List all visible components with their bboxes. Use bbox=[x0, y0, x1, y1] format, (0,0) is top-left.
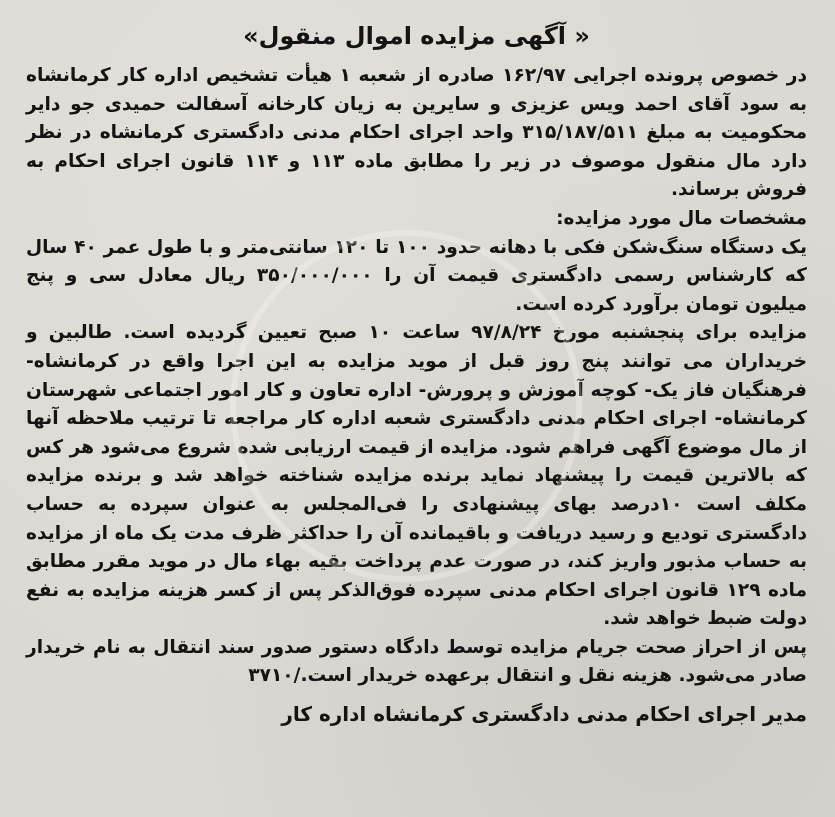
notice-paragraph-auction-terms: مزایده برای پنجشنبه مورخ ۹۷/۸/۲۴ ساعت ۱۰ صبح تعیین گردیده است. طالبین و خریداران می توانند پنج روز قبل از موید مزایده به این اجرا واقع در کرمانشاه- فرهنگیان فاز یک- کوچه آموزش و پرورش- اداره تعاون و کار امور اجتماعی شهرستان کرمانشاه- اجرای احکام مدنی دادگستری شعبه اداره کار مراجعه تا ترتیب ملاحظه آنها از مال موضوع آگهی فراهم شود. مزایده از قیمت ارزیابی شده شروع می‌شود هر کس که بالاترین قیمت را پیشنهاد نماید برنده مزایده شناخته خواهد شد و برنده مزایده مکلف است ۱۰درصد بهای پیشنهادی را فی‌المجلس به عنوان سپرده به حساب دادگستری تودیع و رسید دریافت و باقیمانده آن را حداکثر ظرف مدت یک ماه از مزایده به حساب مذبور واریز کند، در صورت عدم پرداخت بقیه بهاء مال در موید مقرر مطابق ماده ۱۲۹ قانون اجرای احکام مدنی سپرده فوق‌الذکر پس از کسر هزینه مزایده به نفع دولت ضبط خواهد شد. bbox=[26, 322, 807, 630]
notice-paragraph-case: در خصوص پرونده اجرایی ۱۶۲/۹۷ صادره از شعبه ۱ هیأت تشخیص اداره کار کرمانشاه به سود آقای احمد ویس عزیزی و سایرین به زیان کارخانه آسفالت حمیدی جو دایر محکومیت به مبلغ ۳۱۵/۱۸۷/۵۱۱ واحد اجرای احکام مدنی دادگستری کرمانشاه در نظر دارد مال منقول موصوف در زیر را مطابق ماده ۱۱۳ و ۱۱۴ قانون اجرای احکام به فروش برساند. bbox=[26, 65, 808, 201]
notice-paragraph-transfer: پس از احراز صحت جریام مزایده توسط دادگاه دستور صدور سند انتقال به نام خریدار صادر می‌شود. هزینه نقل و انتقال برعهده خریدار است./۳۷۱۰ bbox=[26, 636, 807, 687]
notice-paragraph-item: یک دستگاه سنگ‌شکن فکی با دهانه حدود ۱۰۰ تا ۱۲۰ سانتی‌متر و با طول عمر ۴۰ سال که کارشناس رسمی دادگستری قیمت آن را ۳۵۰/۰۰۰/۰۰۰ ریال معادل سی و پنج میلیون تومان برآورد کرده است. bbox=[26, 236, 807, 315]
notice-paragraph-spec-heading: مشخصات مال مورد مزایده: bbox=[556, 207, 807, 229]
notice-title: « آگهی مزایده اموال منقول» bbox=[243, 22, 590, 50]
notice-signature: مدیر اجرای احکام مدنی دادگستری کرمانشاه اداره کار bbox=[281, 702, 807, 727]
